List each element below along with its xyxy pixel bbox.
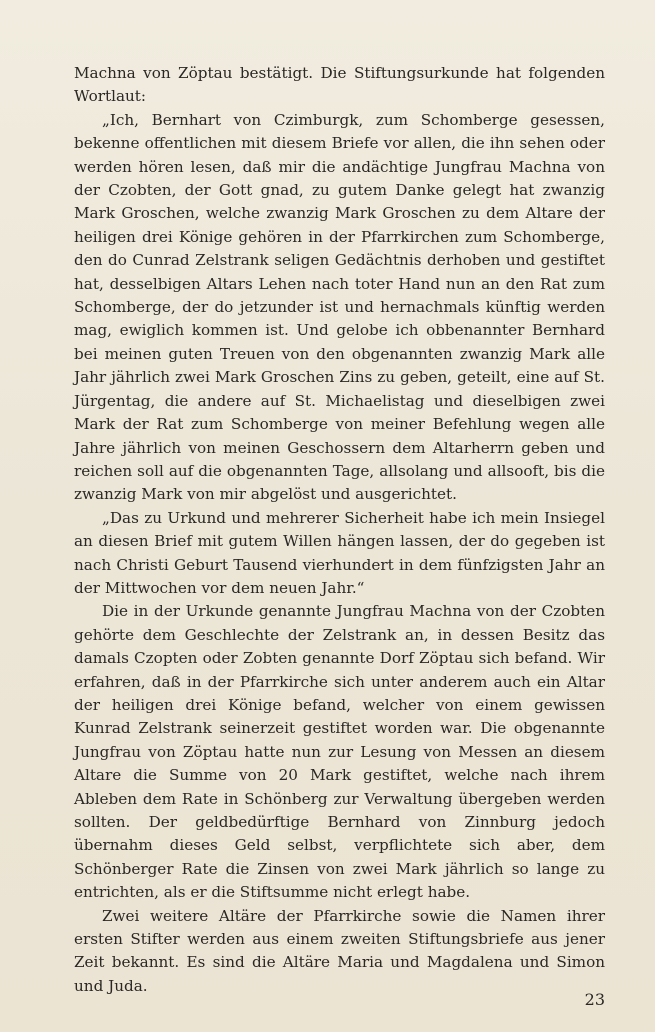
commentary-paragraph: Die in der Urkunde genannte Jungfrau Machna von der Czobten gehörte dem Geschlechte der Zelstrank an, in dessen Besitz das damals Czopten oder Zobten genannte Dorf Zöptau sich befand. Wir erfahren, daß in der Pfarrkirche sich unter anderem auch ein Altar der heiligen drei Könige befand, welcher von einem gewissen Kunrad Zelstrank seinerzeit gestiftet worden war. Die obgenannte Jungfrau von Zöptau hatte nun zur Lesung von Messen an diesem Altare die Summe von 20 Mark gestiftet, welche nach ihrem Ableben dem Rate in Schönberg zur Verwaltung übergeben werden sollten. Der geldbedürftige Bernhard von Zinnburg jedoch übernahm dieses Geld selbst, verpflichtete sich aber, dem Schönberger Rate die Zinsen von zwei Mark jährlich so lange zu entrichten, als er die Stiftsumme nicht erlegt habe. — [74, 602, 605, 902]
quoted-charter-paragraph: „Ich, Bernhart von Czimburgk, zum Schomberge gesessen, bekenne offentlichen mit diesem Briefe vor allen, die ihn sehen oder werden hören lesen, daß mir die andächtige Jungfrau Machna von der Czobten, der Gott gnad, zu gutem Danke gelegt hat zwanzig Mark Groschen, welche zwanzig Mark Groschen zu dem Altare der heiligen drei Könige gehören in der Pfarrkirchen zum Schomberge, den do Cunrad Zelstrank seligen Gedächtnis derhoben und gestiftet hat, desselbigen Altars Lehen nach toter Hand nun an den Rat zum Schomberge, der do jetzunder ist und hernachmals künftig werden mag, ewiglich kommen ist. Und gelobe ich obbenannter Bernhard bei meinen guten Treuen von den obgenannten zwanzig Mark alle Jahr jährlich zwei Mark Groschen Zins zu geben, geteilt, eine auf St. Jürgentag, die andere auf St. Michaelistag und dieselbigen zwei Mark der Rat zum Schomberge von meiner Befehlung wegen alle Jahre jährlich von meinen Geschossern dem Altarherrn geben und reichen soll auf die obgenannten Tage, allsolang und allsooft, bis die zwanzig Mark von mir abgelöst und ausgerichtet. — [74, 110, 605, 504]
page-number: 23 — [584, 990, 605, 1009]
page-text-block — [74, 62, 605, 998]
opening-paragraph: Machna von Zöptau bestätigt. Die Stiftungsurkunde hat folgenden Wortlaut: — [74, 64, 605, 106]
closing-paragraph: Zwei weitere Altäre der Pfarrkirche sowie die Namen ihrer ersten Stifter werden aus einem zweiten Stiftungsbriefe aus jener Zeit bekannt. Es sind die Altäre Maria und Magdalena und Simon und Juda. — [74, 906, 605, 995]
quoted-seal-paragraph: „Das zu Urkund und mehrerer Sicherheit habe ich mein Insiegel an diesen Brief mit gutem Willen hängen lassen, der do gegeben ist nach Christi Geburt Tausend vierhundert in dem fünfzigsten Jahr an der Mittwochen vor dem neuen Jahr.“ — [74, 508, 605, 597]
